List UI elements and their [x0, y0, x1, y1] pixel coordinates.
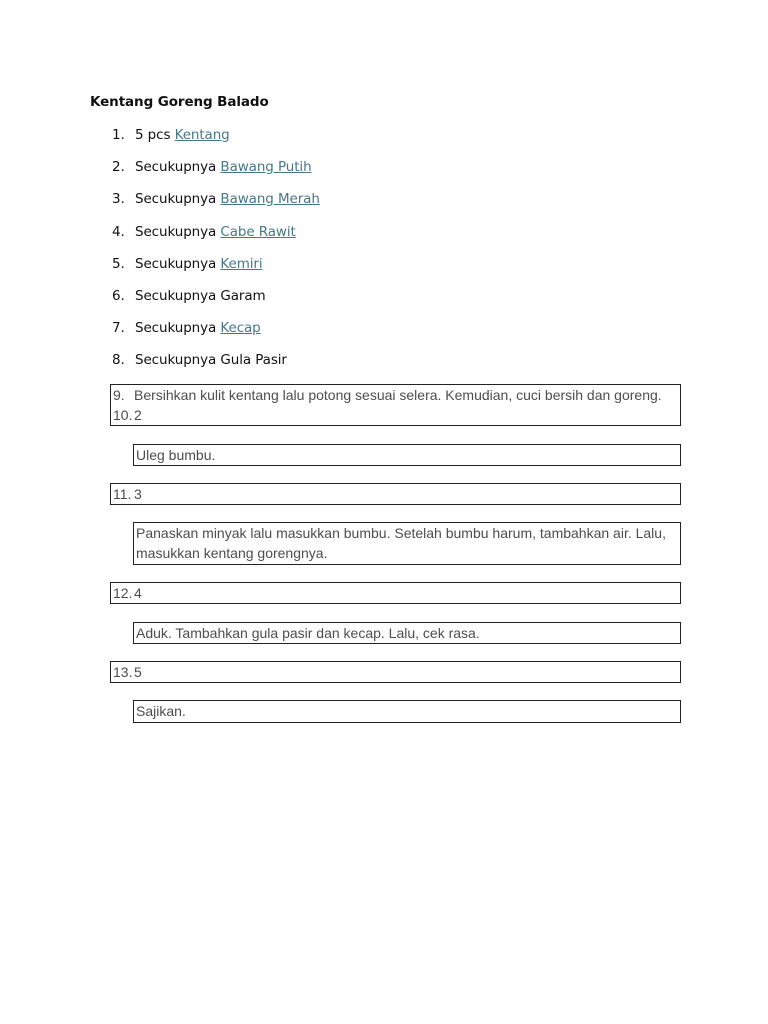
- step-body-line: masukkan kentang gorengnya.: [136, 545, 328, 561]
- list-number: 5.: [112, 256, 125, 272]
- step-body-11: [133, 522, 681, 565]
- ingredient-link-cabe-rawit[interactable]: Cabe Rawit: [220, 224, 296, 240]
- ingredient-text: Secukupnya: [135, 224, 221, 240]
- list-number: 3.: [112, 191, 125, 207]
- step-number: 11.: [113, 486, 132, 502]
- step-text: 5: [134, 664, 142, 680]
- ingredient-text: Secukupnya: [135, 256, 221, 272]
- step-number: 13.: [113, 664, 133, 680]
- ingredient-link-kecap[interactable]: Kecap: [220, 320, 261, 336]
- step-text: 4: [134, 585, 142, 601]
- step-box-11: [110, 483, 681, 505]
- step-body-12: [133, 622, 681, 644]
- step-number: 9.: [113, 387, 125, 403]
- recipe-title: Kentang Goreng Balado: [90, 94, 269, 110]
- ingredient-text: Secukupnya: [135, 159, 221, 175]
- step-text: 2: [134, 407, 142, 423]
- step-box-9-10: [110, 384, 681, 426]
- step-body-text: Sajikan.: [136, 703, 186, 719]
- ingredient-text: Secukupnya: [135, 320, 221, 336]
- step-text: Bersihkan kulit kentang lalu potong sesuai selera. Kemudian, cuci bersih dan goreng.: [134, 387, 662, 403]
- ingredient-link-bawang-putih[interactable]: Bawang Putih: [220, 159, 312, 175]
- step-number: 12.: [113, 585, 133, 601]
- list-number: 4.: [112, 224, 125, 240]
- step-number: 10.: [113, 407, 133, 423]
- step-body-line: Panaskan minyak lalu masukkan bumbu. Setelah bumbu harum, tambahkan air. Lalu,: [136, 525, 666, 541]
- step-body-13: [133, 700, 681, 723]
- ingredient-text: 5 pcs: [135, 127, 175, 143]
- step-text: 3: [134, 486, 142, 502]
- list-number: 7.: [112, 320, 125, 336]
- ingredient-text: Secukupnya Gula Pasir: [135, 352, 287, 368]
- list-number: 2.: [112, 159, 125, 175]
- ingredient-text: Secukupnya Garam: [135, 288, 266, 304]
- ingredient-link-kemiri[interactable]: Kemiri: [220, 256, 263, 272]
- ingredient-link-bawang-merah[interactable]: Bawang Merah: [220, 191, 320, 207]
- list-number: 8.: [112, 352, 125, 368]
- ingredient-link-kentang[interactable]: Kentang: [174, 127, 230, 143]
- step-body-text: Aduk. Tambahkan gula pasir dan kecap. Lalu, cek rasa.: [136, 625, 480, 641]
- list-number: 1.: [112, 127, 125, 143]
- step-body-10: [133, 444, 681, 466]
- step-box-12: [110, 582, 681, 604]
- ingredient-text: Secukupnya: [135, 191, 221, 207]
- list-number: 6.: [112, 288, 125, 304]
- step-body-text: Uleg bumbu.: [136, 447, 216, 463]
- step-box-13: [110, 661, 681, 683]
